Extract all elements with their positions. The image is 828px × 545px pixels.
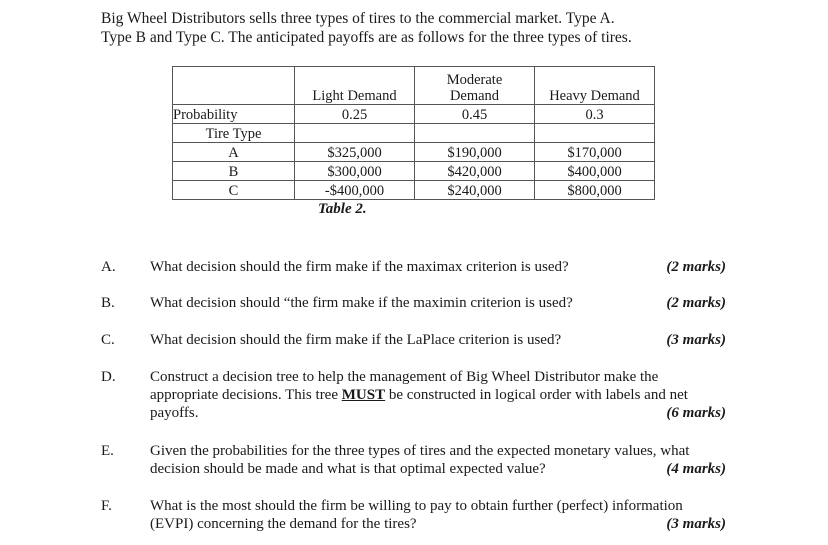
payoff-light: $325,000 [295, 143, 415, 162]
question-text: What decision should the firm make if the LaPlace criterion is used? [150, 332, 562, 348]
probability-moderate: 0.45 [415, 105, 535, 124]
tire-type: A [173, 143, 295, 162]
intro-line-1: Big Wheel Distributors sells three types of tires to the commercial market. Type A. [101, 10, 615, 27]
question-letter: F. [101, 498, 112, 514]
probability-light: 0.25 [295, 105, 415, 124]
intro-line-2: Type B and Type C. The anticipated payoffs are as follows for the three types of tires. [101, 29, 632, 46]
payoff-light: -$400,000 [295, 181, 415, 200]
table-row [173, 181, 655, 200]
question-letter: E. [101, 443, 114, 459]
payoff-light: $300,000 [295, 162, 415, 181]
question-text: What is the most should the firm be willing to pay to obtain further (perfect) information (EVPI) concerning the demand for the tires? [150, 498, 683, 532]
question-text: Construct a decision tree to help the management of Big Wheel Distributor make the appropriate decisions. This tree MUST be constructed in logical order with labels and net payoffs. [150, 369, 688, 421]
probability-label: Probability [173, 105, 295, 124]
payoff-heavy: $170,000 [535, 143, 655, 162]
tire-type: C [173, 181, 295, 200]
question-text: What decision should the firm make if the maximax criterion is used? [150, 259, 569, 275]
question-marks: (2 marks) [666, 295, 726, 311]
payoff-moderate: $190,000 [415, 143, 535, 162]
question-marks: (3 marks) [666, 516, 726, 532]
table-caption: Table 2. [318, 201, 367, 217]
table-row [173, 143, 655, 162]
question-marks: (3 marks) [666, 332, 726, 348]
header-light-demand: Light Demand [295, 67, 415, 105]
emphasis-must: MUST [341, 387, 386, 403]
question-letter: D. [101, 369, 116, 385]
intro-paragraph [101, 9, 721, 47]
payoff-table [172, 66, 655, 200]
question-text: Given the probabilities for the three types of tires and the expected monetary values, what decision should be made and what is that optimal expected value? [150, 443, 690, 477]
probability-row [173, 105, 655, 124]
header-empty-cell [173, 67, 295, 105]
question-letter: B. [101, 295, 115, 311]
payoff-moderate: $420,000 [415, 162, 535, 181]
payoff-heavy: $400,000 [535, 162, 655, 181]
question-marks: (4 marks) [666, 461, 726, 477]
question-letter: C. [101, 332, 115, 348]
question-text: What decision should “the firm make if the maximin criterion is used? [150, 295, 573, 311]
question-marks: (6 marks) [666, 405, 726, 421]
payoff-heavy: $800,000 [535, 181, 655, 200]
payoff-moderate: $240,000 [415, 181, 535, 200]
question-letter: A. [101, 259, 116, 275]
probability-heavy: 0.3 [535, 105, 655, 124]
table-header-row [173, 67, 655, 105]
tire-type-label: Tire Type [173, 124, 295, 143]
header-heavy-demand: Heavy Demand [535, 67, 655, 105]
table-row [173, 162, 655, 181]
tire-type: B [173, 162, 295, 181]
question-marks: (2 marks) [666, 259, 726, 275]
header-moderate-demand: Moderate Demand [415, 67, 535, 105]
tire-type-row [173, 124, 655, 143]
